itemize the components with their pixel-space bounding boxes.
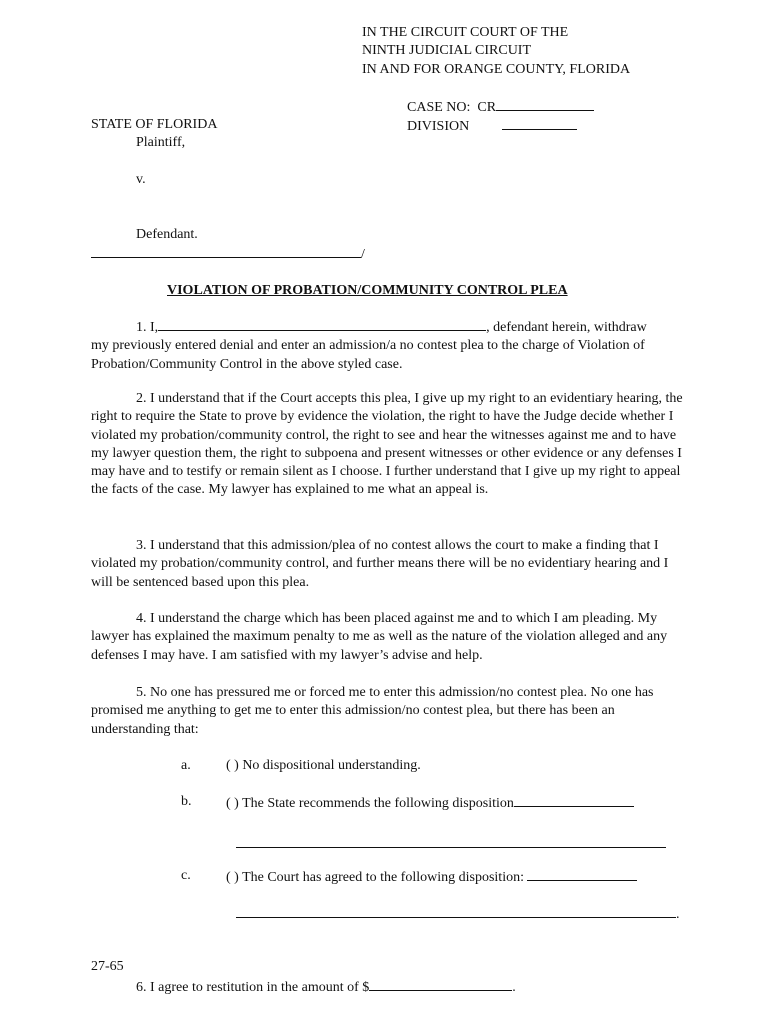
defendant-label: Defendant.	[136, 227, 198, 242]
paragraph-3	[91, 537, 683, 592]
court-disposition-line-2	[236, 904, 680, 924]
paragraph-6-text: 6. I agree to restitution in the amount of $	[136, 980, 370, 995]
plaintiff-label: Plaintiff,	[136, 135, 186, 150]
court-name-line-2: NINTH JUDICIAL CIRCUIT	[362, 43, 532, 58]
court-disposition-end: .	[676, 907, 680, 922]
form-number: 27-65	[91, 959, 124, 974]
option-a-letter: a.	[181, 758, 191, 773]
court-name-line-3: IN AND FOR ORANGE COUNTY, FLORIDA	[362, 62, 631, 77]
defendant-name-field[interactable]	[91, 244, 361, 258]
case-number-label: CASE NO:	[407, 100, 471, 115]
state-disposition-line-2	[236, 834, 666, 854]
paragraph-4-text: 4. I understand the charge which has been placed against me and to which I am pleading. My lawyer has explained the maximum penalty to me as well as the nature of the violation alleged and any defenses I may have. I am satisfied with my lawyer’s advise and help.	[91, 611, 668, 663]
paragraph-1	[91, 317, 683, 374]
restitution-amount-field[interactable]	[369, 977, 512, 991]
plaintiff-name: STATE OF FLORIDA	[91, 117, 218, 132]
court-disposition-field[interactable]	[527, 867, 637, 881]
paragraph-6	[136, 977, 516, 997]
document-title: VIOLATION OF PROBATION/COMMUNITY CONTROL PLEA	[167, 283, 568, 298]
state-disposition-field[interactable]	[514, 793, 634, 807]
defendant-name-row	[91, 244, 365, 264]
case-prefix: CR	[477, 100, 497, 115]
option-c-letter: c.	[181, 868, 191, 883]
caption-slash: /	[361, 247, 365, 262]
paragraph-1-lead: 1. I,	[136, 320, 159, 335]
defendant-name-blank[interactable]	[158, 317, 486, 331]
paragraph-1-rest: my previously entered denial and enter an admission/a no contest plea to the charge of Violation of Probation/Community Control in the above styled case.	[91, 338, 645, 372]
paragraph-3-text: 3. I understand that this admission/plea of no contest allows the court to make a finding that I violated my probation/community control, and further means there will be no evidentiary hearing and I will be sentenced based upon this plea.	[91, 538, 669, 590]
versus-label: v.	[136, 172, 146, 187]
option-c-checkbox[interactable]: ( ) The Court has agreed to the following disposition:	[226, 870, 524, 885]
paragraph-2-text: 2. I understand that if the Court accepts this plea, I give up my right to an evidentiary hearing, the right to require the State to prove by evidence the violation, the right to have the Judge decide whether I violated my probation/community control, the right to see and hear the witnesses against me and to have my lawyer question them, the right to subpoena and present witnesses or other evidence or any defenses I may have and to testify or remain silent as I choose. I further understand that I give up my right to appeal the facts of the case. My lawyer has explained to me what an appeal is.	[91, 391, 683, 498]
option-a-checkbox[interactable]: ( ) No dispositional understanding.	[226, 758, 421, 773]
option-c-row	[226, 867, 637, 887]
state-disposition-field-2[interactable]	[236, 834, 666, 848]
paragraph-6-end: .	[512, 980, 516, 995]
division-row	[407, 116, 577, 136]
case-number-row	[407, 97, 594, 117]
division-field[interactable]	[502, 116, 577, 130]
option-b-letter: b.	[181, 794, 192, 809]
option-b-checkbox[interactable]: ( ) The State recommends the following disposition	[226, 796, 514, 811]
paragraph-5-text: 5. No one has pressured me or forced me to enter this admission/no contest plea. No one has promised me anything to get me to enter this admission/no contest plea, but there has been an understanding that:	[91, 685, 654, 737]
court-name-line-1: IN THE CIRCUIT COURT OF THE	[362, 25, 569, 40]
court-disposition-field-2[interactable]	[236, 904, 676, 918]
division-label: DIVISION	[407, 119, 470, 134]
case-number-field[interactable]	[496, 97, 594, 111]
paragraph-2	[91, 390, 683, 500]
paragraph-1-after: , defendant herein, withdraw	[486, 320, 647, 335]
paragraph-5	[91, 684, 683, 739]
paragraph-4	[91, 610, 683, 665]
option-b-row	[226, 793, 634, 813]
